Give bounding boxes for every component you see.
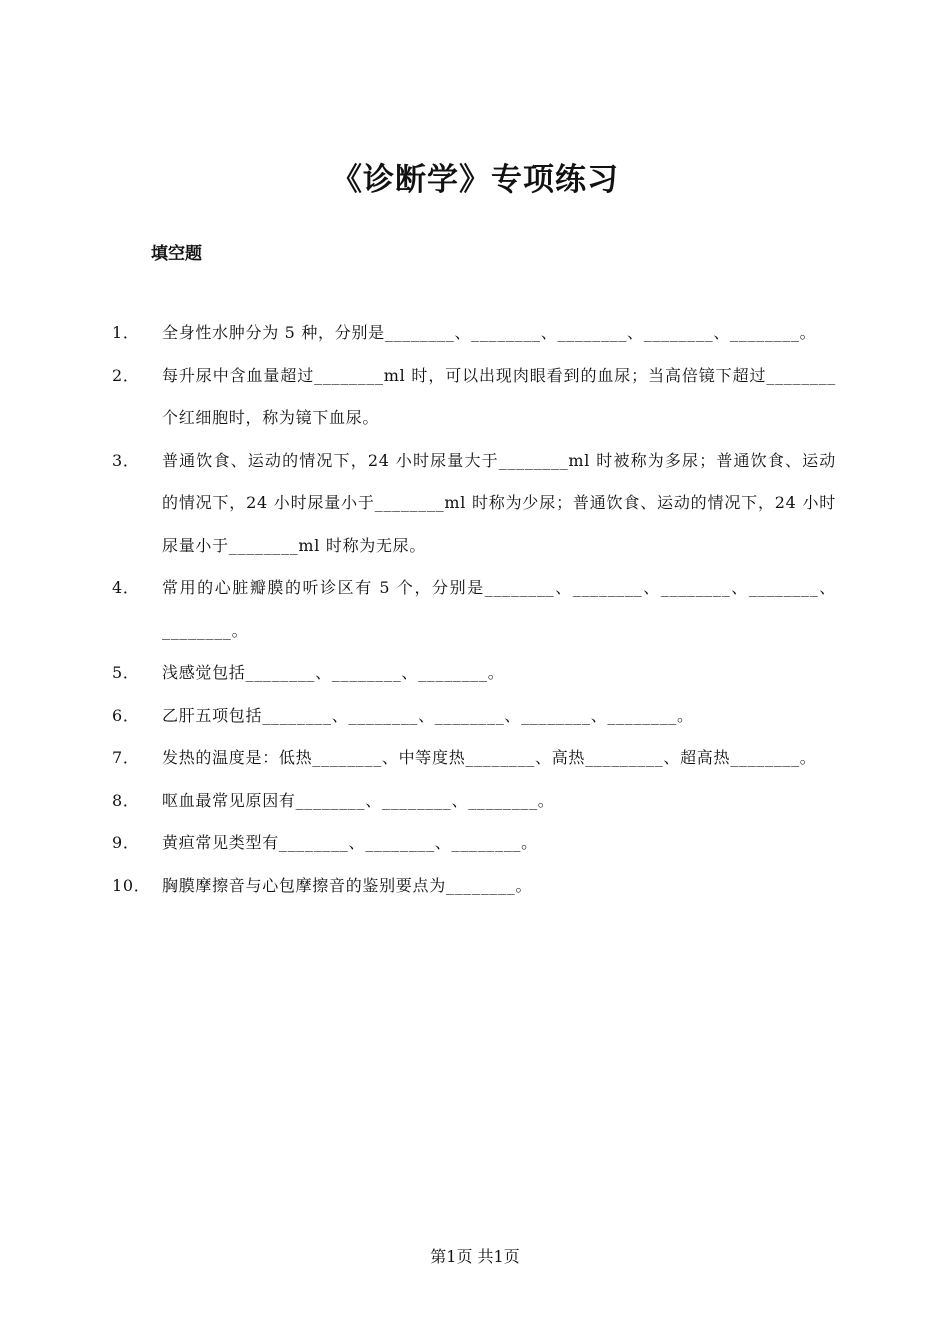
question-text: 乙肝五项包括________、________、________、________、________。 <box>162 705 694 725</box>
page-title: 《诊断学》专项练习 <box>331 162 619 198</box>
question-number: 9． <box>112 833 140 852</box>
question-text: 普通饮食、运动的情况下，24 小时尿量大于________ml 时被称为多尿；普通饮食、运动的情况下，24 小时尿量小于________ml 时称为少尿；普通饮食、运动的情况下，24 小时尿量小于________ml 时称为无尿。 <box>162 450 836 555</box>
question-item <box>112 780 836 823</box>
question-number: 4． <box>112 578 140 597</box>
page-footer: 第1页 共1页 <box>430 1247 520 1266</box>
question-item <box>112 695 836 738</box>
question-text: 全身性水肿分为 5 种，分别是________、________、________、________、________。 <box>162 323 817 342</box>
question-text: 浅感觉包括________、________、________。 <box>162 663 505 682</box>
question-item <box>112 865 836 908</box>
question-number: 7． <box>112 748 140 767</box>
question-item <box>112 652 836 695</box>
question-text: 每升尿中含血量超过________ml 时，可以出现肉眼看到的血尿；当高倍镜下超过________个红细胞时，称为镜下血尿。 <box>162 365 836 427</box>
question-number: 2． <box>112 365 140 385</box>
question-text: 黄疸常见类型有________、________、________。 <box>162 833 538 852</box>
question-list <box>112 312 836 907</box>
question-number: 10． <box>112 875 151 895</box>
question-text: 胸膜摩擦音与心包摩擦音的鉴别要点为________。 <box>162 875 533 895</box>
question-text: 常用的心脏瓣膜的听诊区有 5 个，分别是________、________、________、________、________。 <box>162 578 836 640</box>
section-heading: 填空题 <box>151 244 202 264</box>
question-number: 8． <box>112 790 140 810</box>
question-item <box>112 355 836 440</box>
question-item <box>112 737 836 780</box>
question-item <box>112 440 836 568</box>
question-number: 1． <box>112 323 140 342</box>
question-text: 发热的温度是：低热________、中等度热________、高热_________、超高热________。 <box>162 748 817 767</box>
question-item <box>112 822 836 865</box>
question-item <box>112 567 836 652</box>
question-number: 3． <box>112 450 140 470</box>
question-number: 6． <box>112 705 140 725</box>
question-item <box>112 312 836 355</box>
question-text: 呕血最常见原因有________、________、________。 <box>162 790 555 810</box>
question-number: 5． <box>112 663 140 682</box>
